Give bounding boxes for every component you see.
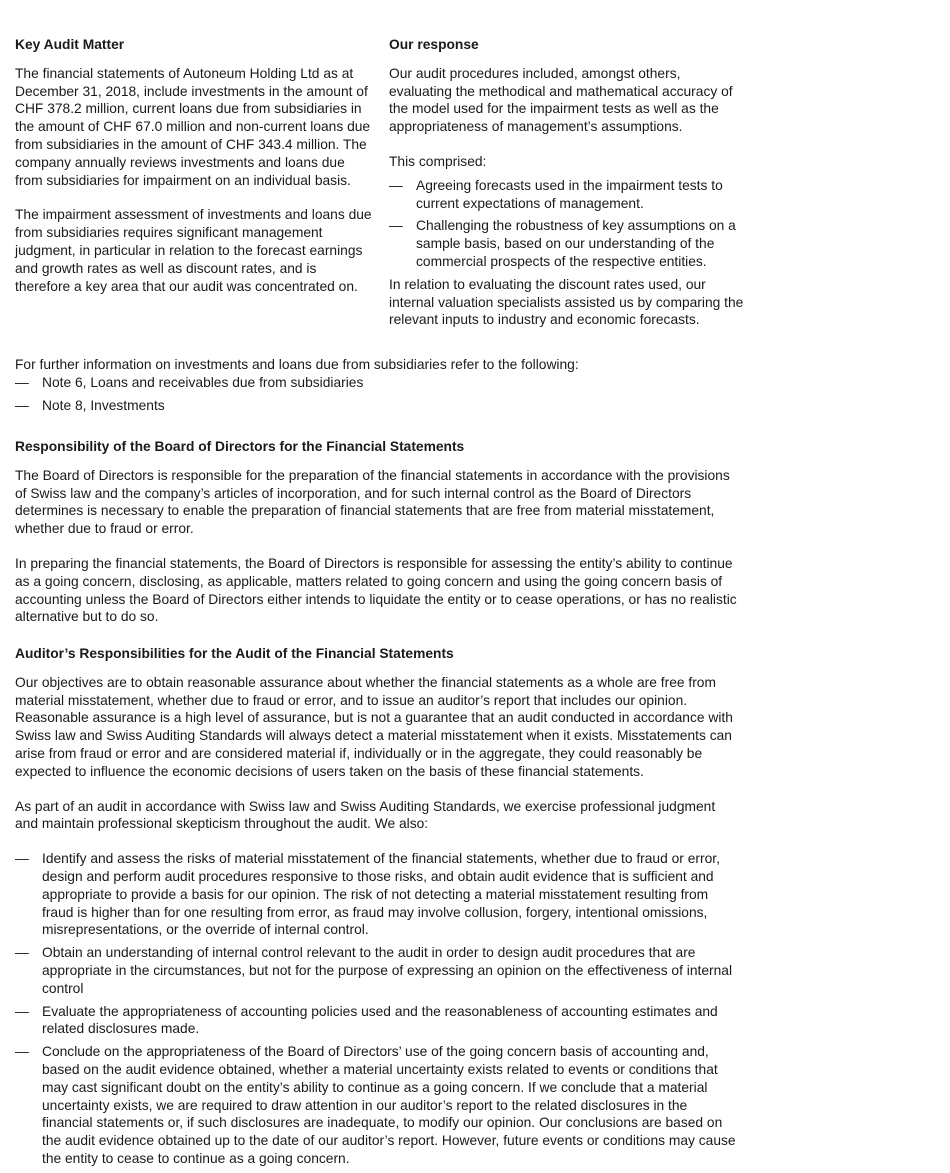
kam-paragraph-2: The impairment assessment of investments and loans due from subsidiaries requires significant management judgment, in particular in relation to the forecast earnings and growth rates as well as discount rates, and is therefore a key area that our audit was concentrated on. [15,207,372,294]
dash-marker: — [15,851,29,867]
list-item [15,850,740,939]
board-responsibility-section [15,438,740,626]
dash-marker: — [15,1003,29,1019]
note-6-reference: Note 6, Loans and receivables due from subsidiaries [42,374,364,390]
our-response-column [389,36,744,329]
board-heading: Responsibility of the Board of Directors for the Financial Statements [15,439,465,454]
dash-marker: — [15,374,29,390]
further-information-section [15,356,740,419]
kam-heading: Key Audit Matter [15,37,125,52]
auditor-bullet-text: Identify and assess the risks of material misstatement of the financial statements, whether due to fraud or error, design and perform audit procedures responsive to those risks, and obtain audit evidence that is sufficient and appropriate to provide a basis for our opinion. The risk of not detecting a material misstatement resulting from fraud is higher than for one resulting from error, as fraud may involve collusion, forgery, intentional omissions, misrepresentations, or the override of internal control. [42,851,720,938]
board-paragraph-2: In preparing the financial statements, the Board of Directors is responsible for assessing the entity’s ability to continue as a going concern, disclosing, as applicable, matters related to going concern and using the going concern basis of accounting unless the Board of Directors either intends to liquidate the entity or to cease operations, or has no realistic alternative but to do so. [15,555,737,625]
list-item [15,397,740,415]
further-list [15,374,740,415]
dash-marker: — [15,397,29,413]
list-item [15,944,740,997]
dash-marker: — [15,945,29,961]
auditor-heading: Auditor’s Responsibilities for the Audit of the Financial Statements [15,646,454,661]
kam-paragraph-1: The financial statements of Autoneum Holding Ltd as at December 31, 2018, include investments in the amount of CHF 378.2 million, current loans due from subsidiaries in the amount of CHF 67.0 million and non-current loans due from subsidiaries in the amount of CHF 343.4 million. The company annually reviews investments and loans due from subsidiaries for impairment on an individual basis. [15,65,371,188]
key-audit-matter-column [15,36,373,295]
further-intro: For further information on investments and loans due from subsidiaries refer to the following: [15,357,579,372]
auditor-paragraph-2: As part of an audit in accordance with Swiss law and Swiss Auditing Standards, we exercise professional judgment and maintain professional skepticism throughout the audit. We also: [15,798,716,832]
auditor-bullet-text: Evaluate the appropriateness of accounting policies used and the reasonableness of accounting estimates and related disclosures made. [42,1003,718,1037]
board-paragraph-1: The Board of Directors is responsible for the preparation of the financial statements in accordance with the provisions of Swiss law and the company’s articles of incorporation, and for such internal control as the Board of Directors determines is necessary to enable the preparation of financial statements that are free from material misstatement, whether due to fraud or error. [15,467,730,537]
auditor-responsibilities-section [15,645,740,1173]
note-8-reference: Note 8, Investments [42,397,165,413]
response-bullet-text: Challenging the robustness of key assumptions on a sample basis, based on our understanding of the commercial prospects of the respective entities. [416,218,736,269]
list-item [389,177,744,213]
dash-marker: — [389,218,403,234]
response-paragraph-1: Our audit procedures included, amongst others, evaluating the methodical and mathematical accuracy of the model used for the impairment tests as well as the appropriateness of management’s assumptions. [389,65,733,135]
list-item [389,217,744,270]
response-paragraph-2: In relation to evaluating the discount rates used, our internal valuation specialists assisted us by comparing the relevant inputs to industry and economic forecasts. [389,276,744,328]
dash-marker: — [15,1044,29,1060]
response-bullet-list [389,177,744,271]
list-item [15,1043,740,1168]
auditor-paragraph-1: Our objectives are to obtain reasonable assurance about whether the financial statements as a whole are free from material misstatement, whether due to fraud or error, and to issue an auditor’s report that includes our opinion. Reasonable assurance is a high level of assurance, but is not a guarantee that an audit conducted in accordance with Swiss law and Swiss Auditing Standards will always detect a material misstatement when it exists. Misstatements can arise from fraud or error and are considered material if, individually or in the aggregate, they could reasonably be expected to influence the economic decisions of users taken on the basis of these financial statements. [15,674,733,779]
auditor-bullet-list [15,850,740,1168]
auditor-bullet-text: Conclude on the appropriateness of the Board of Directors’ use of the going concern basis of accounting and, based on the audit evidence obtained, whether a material uncertainty exists related to events or conditions that may cast significant doubt on the entity’s ability to continue as a going concern. If we conclude that a material uncertainty exists, we are required to draw attention in our auditor’s report to the related disclosures in the financial statements or, if such disclosures are inadequate, to modify our opinion. Our conclusions are based on the audit evidence obtained up to the date of our auditor’s report. However, future events or conditions may cause the entity to cease to continue as a going concern. [42,1044,736,1166]
list-item [15,374,740,392]
response-bullet-text: Agreeing forecasts used in the impairment tests to current expectations of management. [416,177,723,211]
dash-marker: — [389,177,403,193]
response-heading: Our response [389,37,479,52]
auditor-bullet-text: Obtain an understanding of internal control relevant to the audit in order to design audit procedures that are appropriate in the circumstances, but not for the purpose of expressing an opinion on the effectiveness of internal control [42,945,733,996]
list-item [15,1003,740,1039]
response-comprised: This comprised: [389,153,487,169]
